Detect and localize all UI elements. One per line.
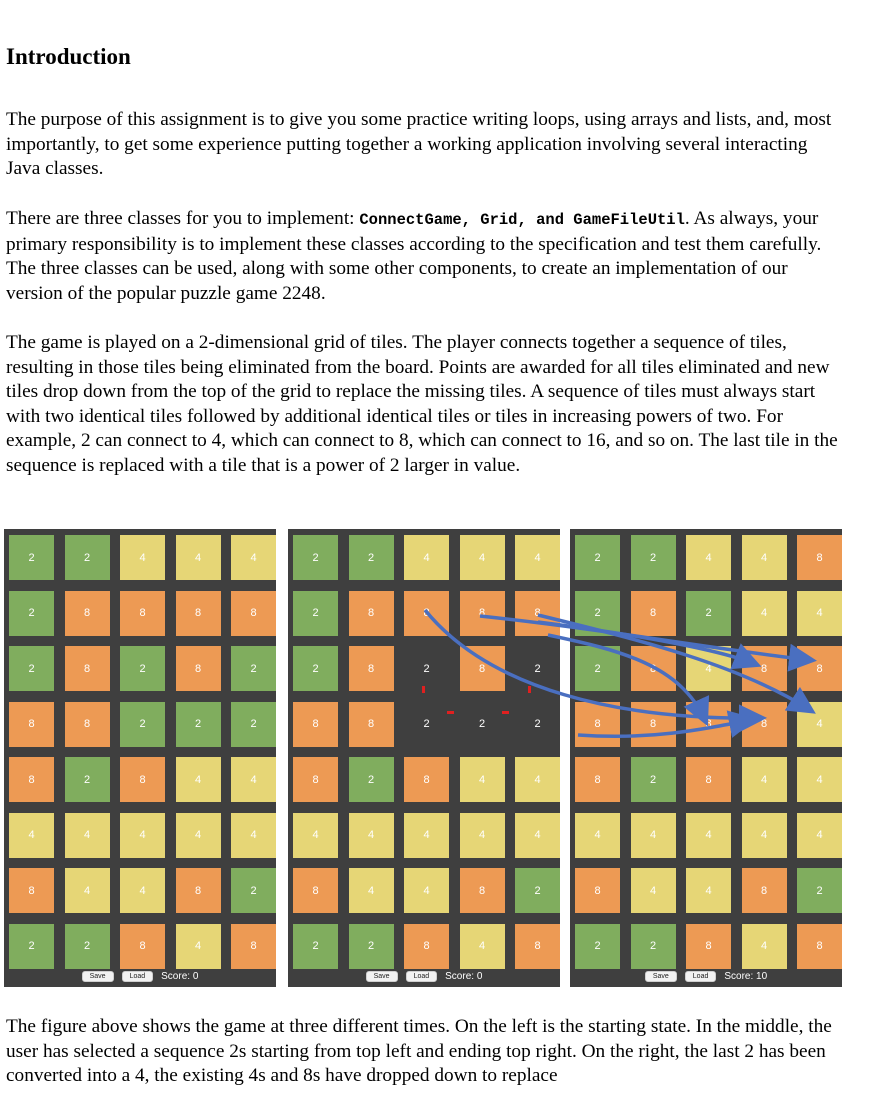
tile[interactable]: 2 bbox=[9, 646, 54, 691]
load-button[interactable]: Load bbox=[122, 971, 154, 982]
tile[interactable]: 4 bbox=[686, 868, 731, 913]
class-names-code: ConnectGame, Grid, and GameFileUtil bbox=[359, 211, 685, 229]
tile[interactable]: 8 bbox=[742, 702, 787, 747]
tile[interactable]: 2 bbox=[293, 591, 338, 636]
tile[interactable]: 8 bbox=[686, 702, 731, 747]
tile[interactable]: 2 bbox=[65, 924, 110, 969]
tile[interactable]: 4 bbox=[65, 813, 110, 858]
tile[interactable]: 2 bbox=[9, 535, 54, 580]
tile[interactable]: 2 bbox=[797, 868, 842, 913]
tile[interactable]: 4 bbox=[631, 868, 676, 913]
tile[interactable]: 8 bbox=[404, 924, 449, 969]
tile[interactable]: 8 bbox=[631, 702, 676, 747]
tile[interactable]: 8 bbox=[176, 646, 221, 691]
load-button[interactable]: Load bbox=[685, 971, 717, 982]
game-board-selected bbox=[288, 529, 560, 987]
selection-marker bbox=[447, 711, 454, 714]
tile[interactable]: 4 bbox=[686, 813, 731, 858]
tile[interactable]: 8 bbox=[349, 646, 394, 691]
tile[interactable]: 2 bbox=[534, 718, 541, 730]
tile[interactable]: 4 bbox=[515, 535, 560, 580]
classes-text-after: . As always, your primary responsibility is to implement these classes according to the specification and test them carefully. The three classes can be used, along with some other components, to create an implementation of our version of the popular puzzle game 2248. bbox=[6, 208, 822, 304]
tile[interactable]: 4 bbox=[742, 924, 787, 969]
tile[interactable]: 2 bbox=[631, 757, 676, 802]
board-toolbar bbox=[4, 965, 276, 987]
tile[interactable]: 2 bbox=[120, 646, 165, 691]
tile[interactable]: 4 bbox=[120, 868, 165, 913]
tile[interactable]: 8 bbox=[631, 591, 676, 636]
game-board-start bbox=[4, 529, 276, 987]
tile[interactable]: 8 bbox=[176, 868, 221, 913]
save-button[interactable]: Save bbox=[366, 971, 398, 982]
tile[interactable]: 4 bbox=[575, 813, 620, 858]
tile[interactable]: 2 bbox=[231, 646, 276, 691]
tile[interactable]: 8 bbox=[65, 702, 110, 747]
tile[interactable]: 2 bbox=[575, 591, 620, 636]
tile[interactable]: 4 bbox=[460, 924, 505, 969]
tile[interactable]: 8 bbox=[742, 646, 787, 691]
tile[interactable]: 4 bbox=[176, 757, 221, 802]
tile[interactable]: 2 bbox=[176, 702, 221, 747]
tile[interactable]: 2 bbox=[423, 718, 430, 730]
tile[interactable]: 2 bbox=[631, 535, 676, 580]
tile[interactable]: 2 bbox=[231, 702, 276, 747]
tile[interactable]: 8 bbox=[460, 646, 505, 691]
tile[interactable]: 8 bbox=[120, 757, 165, 802]
tile[interactable]: 2 bbox=[231, 868, 276, 913]
save-button[interactable]: Save bbox=[645, 971, 677, 982]
classes-text-before: There are three classes for you to implement: bbox=[6, 208, 360, 229]
tile[interactable]: 4 bbox=[797, 757, 842, 802]
tile[interactable]: 8 bbox=[515, 591, 560, 636]
tile[interactable]: 4 bbox=[120, 813, 165, 858]
tile[interactable]: 2 bbox=[9, 591, 54, 636]
paragraph-purpose: The purpose of this assignment is to give you some practice writing loops, using arrays and lists, and, most importantly, to get some experience putting together a working application involving several interacting Java classes. bbox=[6, 109, 832, 180]
tile[interactable]: 8 bbox=[575, 757, 620, 802]
selection-marker bbox=[422, 686, 425, 693]
load-button[interactable]: Load bbox=[406, 971, 438, 982]
tile[interactable]: 4 bbox=[404, 535, 449, 580]
tile[interactable]: 8 bbox=[742, 868, 787, 913]
tile[interactable]: 8 bbox=[797, 924, 842, 969]
tile[interactable]: 4 bbox=[176, 813, 221, 858]
tile[interactable]: 4 bbox=[742, 591, 787, 636]
tile[interactable]: 8 bbox=[460, 591, 505, 636]
tile[interactable]: 4 bbox=[231, 535, 276, 580]
tile[interactable]: 8 bbox=[575, 702, 620, 747]
tile[interactable]: 2 bbox=[120, 702, 165, 747]
tile[interactable]: 4 bbox=[231, 813, 276, 858]
tile[interactable]: 8 bbox=[293, 757, 338, 802]
tile[interactable]: 4 bbox=[65, 868, 110, 913]
tile[interactable]: 4 bbox=[515, 813, 560, 858]
tile[interactable]: 4 bbox=[176, 924, 221, 969]
tile[interactable]: 4 bbox=[742, 535, 787, 580]
tile[interactable]: 4 bbox=[176, 535, 221, 580]
tile[interactable]: 8 bbox=[404, 757, 449, 802]
section-heading: Introduction bbox=[6, 44, 131, 69]
tile[interactable]: 2 bbox=[9, 924, 54, 969]
game-board-result bbox=[570, 529, 842, 987]
paragraph-figure-caption: The figure above shows the game at three different times. On the left is the starting state. In the middle, the user has selected a sequence 2s starting from top left and ending top right. On the right, the last 2 has been converted into a 4, the existing 4s and 8s have dropped down to replace bbox=[6, 1016, 832, 1087]
tile[interactable]: 2 bbox=[423, 662, 430, 675]
tile[interactable]: 8 bbox=[460, 868, 505, 913]
tile[interactable]: 4 bbox=[9, 813, 54, 858]
tile[interactable]: 8 bbox=[631, 646, 676, 691]
tile[interactable]: 4 bbox=[797, 591, 842, 636]
tile[interactable]: 2 bbox=[293, 535, 338, 580]
tile[interactable]: 2 bbox=[534, 662, 541, 675]
tile[interactable]: 4 bbox=[293, 813, 338, 858]
tile[interactable]: 4 bbox=[742, 813, 787, 858]
tile[interactable]: 4 bbox=[631, 813, 676, 858]
tile[interactable]: 4 bbox=[460, 535, 505, 580]
tile[interactable]: 8 bbox=[575, 868, 620, 913]
tile[interactable]: 8 bbox=[293, 702, 338, 747]
tile[interactable]: 4 bbox=[460, 757, 505, 802]
tile[interactable]: 4 bbox=[742, 757, 787, 802]
tile[interactable]: 4 bbox=[460, 813, 505, 858]
tile[interactable]: 8 bbox=[349, 702, 394, 747]
tile[interactable]: 2 bbox=[293, 924, 338, 969]
tile[interactable]: 8 bbox=[293, 868, 338, 913]
selection-marker bbox=[502, 711, 509, 714]
tile[interactable]: 8 bbox=[686, 924, 731, 969]
tile[interactable]: 8 bbox=[176, 591, 221, 636]
tile[interactable]: 2 bbox=[631, 924, 676, 969]
tile[interactable]: 2 bbox=[349, 924, 394, 969]
tile[interactable]: 2 bbox=[515, 868, 560, 913]
board-toolbar bbox=[570, 965, 842, 987]
tile[interactable]: 8 bbox=[65, 591, 110, 636]
tile[interactable]: 8 bbox=[9, 868, 54, 913]
tile[interactable]: 8 bbox=[120, 591, 165, 636]
tile[interactable]: 4 bbox=[686, 646, 731, 691]
tile[interactable]: 2 bbox=[65, 535, 110, 580]
tile[interactable]: 4 bbox=[797, 813, 842, 858]
tile[interactable]: 4 bbox=[404, 813, 449, 858]
tile[interactable]: 2 bbox=[65, 757, 110, 802]
board-toolbar bbox=[288, 965, 560, 987]
tile[interactable]: 2 bbox=[686, 591, 731, 636]
tile[interactable]: 4 bbox=[515, 757, 560, 802]
tile[interactable]: 2 bbox=[349, 757, 394, 802]
tile[interactable]: 8 bbox=[9, 757, 54, 802]
selection-marker bbox=[528, 686, 531, 693]
tile[interactable]: 8 bbox=[686, 757, 731, 802]
score-label: Score: 10 bbox=[724, 970, 768, 982]
tile[interactable]: 8 bbox=[9, 702, 54, 747]
tile[interactable]: 8 bbox=[349, 591, 394, 636]
tile[interactable]: 2 bbox=[575, 646, 620, 691]
score-label: Score: 0 bbox=[161, 970, 199, 982]
tile[interactable]: 8 bbox=[797, 535, 842, 580]
save-button[interactable]: Save bbox=[82, 971, 114, 982]
tile[interactable]: 2 bbox=[293, 646, 338, 691]
tile[interactable]: 4 bbox=[404, 868, 449, 913]
tile[interactable]: 4 bbox=[349, 813, 394, 858]
tile[interactable]: 4 bbox=[686, 535, 731, 580]
tile[interactable]: 8 bbox=[797, 646, 842, 691]
tile[interactable]: 4 bbox=[231, 757, 276, 802]
paragraph-classes bbox=[6, 207, 844, 306]
tile[interactable]: 8 bbox=[515, 924, 560, 969]
tile[interactable]: 4 bbox=[349, 868, 394, 913]
tile[interactable]: 2 bbox=[575, 924, 620, 969]
tile[interactable]: 8 bbox=[404, 591, 449, 636]
tile[interactable]: 8 bbox=[120, 924, 165, 969]
paragraph-gameplay: The game is played on a 2-dimensional grid of tiles. The player connects together a sequence of tiles, resulting in those tiles being eliminated from the board. Points are awarded for all tiles eliminated and new tiles drop down from the top of the grid to replace the missing tiles. A sequence of tiles must always start with two identical tiles followed by additional identical tiles or tiles in increasing powers of two. For example, 2 can connect to 4, which can connect to 8, which can connect to 16, and so on. The last tile in the sequence is replaced with a tile that is a power of 2 larger in value. bbox=[6, 332, 838, 476]
tile[interactable]: 8 bbox=[231, 591, 276, 636]
tile[interactable]: 2 bbox=[349, 535, 394, 580]
tile[interactable]: 4 bbox=[797, 702, 842, 747]
tile[interactable]: 8 bbox=[231, 924, 276, 969]
score-label: Score: 0 bbox=[445, 970, 483, 982]
tile[interactable]: 4 bbox=[120, 535, 165, 580]
tile[interactable]: 8 bbox=[65, 646, 110, 691]
tile[interactable]: 2 bbox=[575, 535, 620, 580]
tile[interactable]: 2 bbox=[478, 718, 486, 730]
